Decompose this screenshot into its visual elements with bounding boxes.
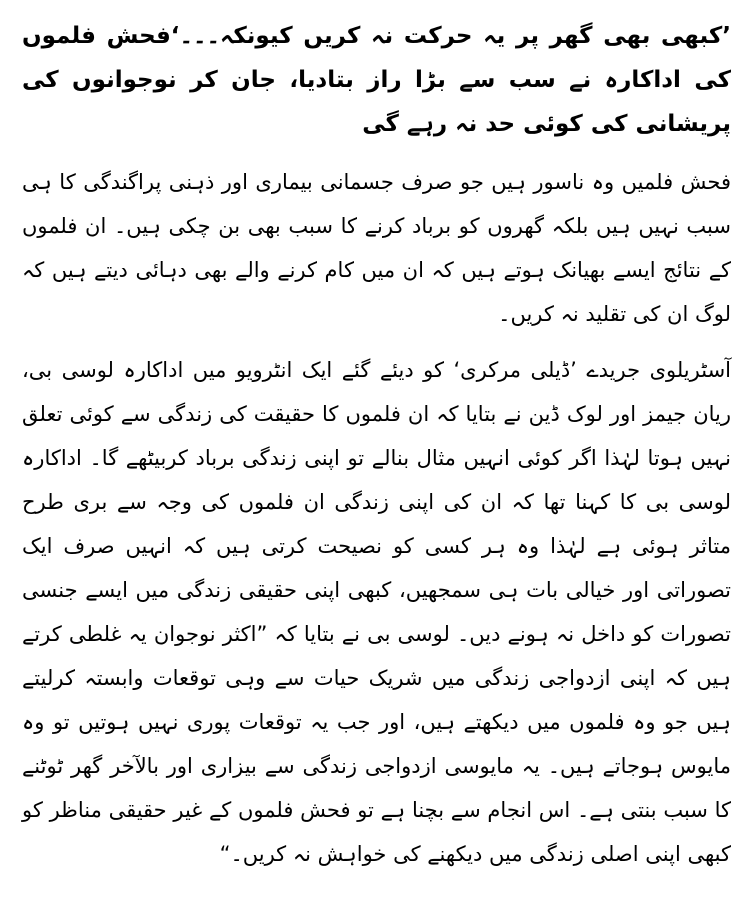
article-headline: ’کبھی بھی گھر پر یہ حرکت نہ کریں کیونکہ۔۔۔‘فحش فلموں کی اداکارہ نے سب سے بڑا راز بتادیا، جان کر نوجوانوں کی پریشانی کی کوئی حد نہ رہے گی <box>22 23 731 137</box>
article-paragraph-1: فحش فلمیں وہ ناسور ہیں جو صرف جسمانی بیماری اور ذہنی پراگندگی کا ہی سبب نہیں ہیں بلکہ گھروں کو برباد کرنے کا سبب بھی بن چکی ہیں۔ ان فلموں کے نتائج ایسے بھیانک ہوتے ہیں کہ ان میں کام کرنے والے بھی دہائی دیتے ہیں کہ لوگ ان کی تقلید نہ کریں۔ <box>22 170 731 326</box>
article-paragraph-2: آسٹریلوی جریدے ’ڈیلی مرکری‘ کو دیئے گئے ایک انٹرویو میں اداکارہ لوسی بی، ریان جیمز اور لوک ڈین نے بتایا کہ ان فلموں کا حقیقت کی زندگی سے کوئی تعلق نہیں ہوتا لہٰذا اگر کوئی انہیں مثال بنالے تو اپنی زندگی برباد کربیٹھے گا۔ اداکارہ لوسی بی کا کہنا تھا کہ ان کی اپنی زندگی ان فلموں کی وجہ سے بری طرح متاثر ہوئی ہے لہٰذا وہ ہر کسی کو نصیحت کرتی ہیں کہ انہیں صرف ایک تصوراتی اور خیالی بات ہی سمجھیں، کبھی اپنی حقیقی زندگی میں ایسے جنسی تصورات کو داخل نہ ہونے دیں۔ لوسی بی نے بتایا کہ ”اکثر نوجوان یہ غلطی کرتے ہیں کہ اپنی ازدواجی زندگی میں شریک حیات سے وہی توقعات وابستہ کرلیتے ہیں جو وہ فلموں میں دیکھتے ہیں، اور جب یہ توقعات پوری نہیں ہوتیں تو وہ مایوس ہوجاتے ہیں۔ یہ مایوسی ازدواجی زندگی سے بیزاری اور بالآخر گھر ٹوٹنے کا سبب بنتی ہے۔ اس انجام سے بچنا ہے تو فحش فلموں کے غیر حقیقی مناظر کو کبھی اپنی اصلی زندگی میں دیکھنے کی خواہش نہ کریں۔“ <box>22 358 731 866</box>
